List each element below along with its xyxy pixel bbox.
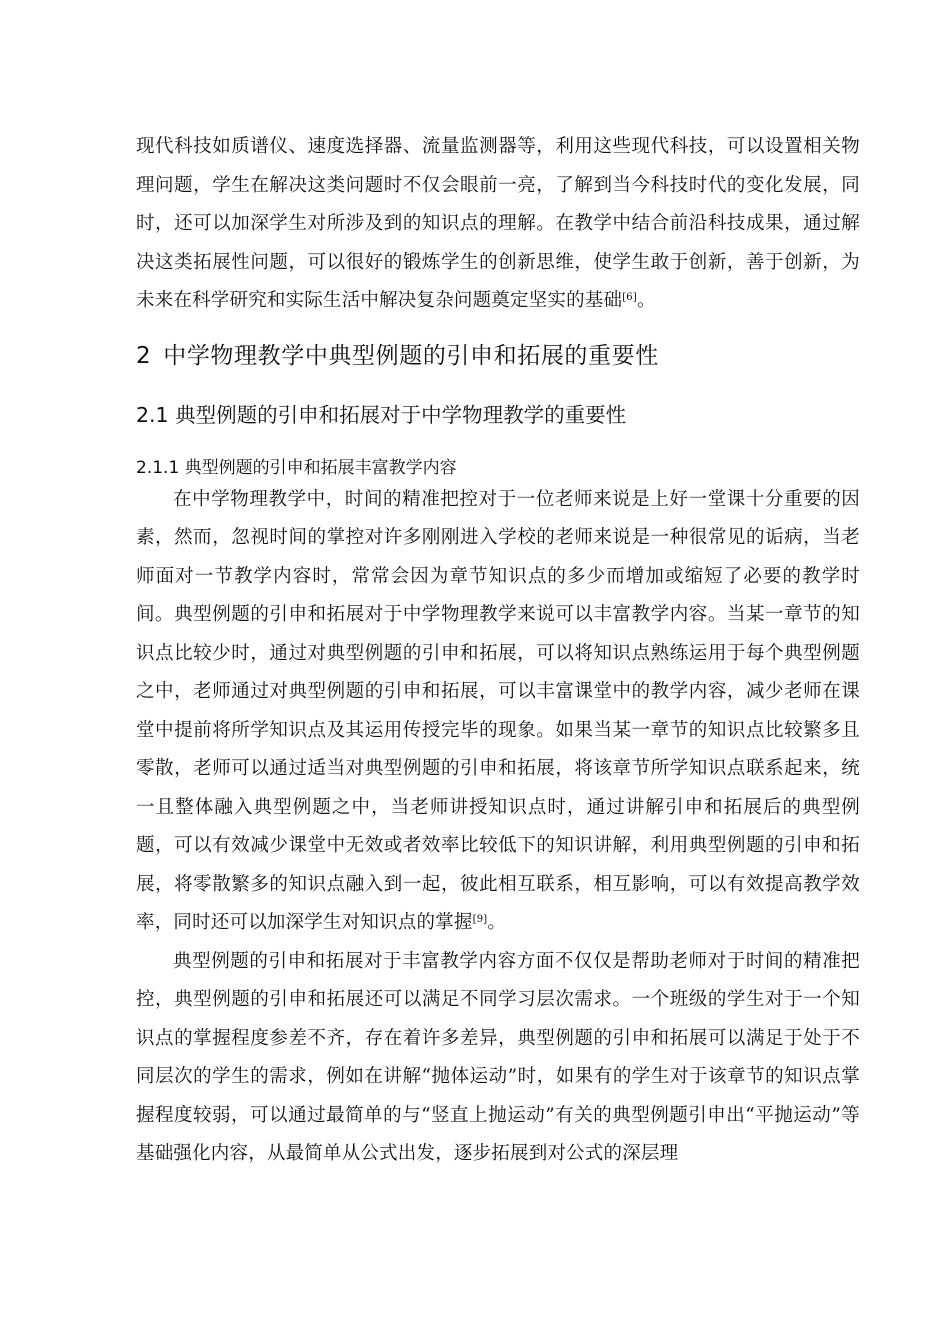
subsection-heading-2-1: 2.1 典型例题的引申和拓展对于中学物理教学的重要性 (136, 402, 627, 427)
subsubsection-heading-2-1-1: 2.1.1 典型例题的引申和拓展丰富教学内容 (136, 457, 457, 478)
citation-9[interactable]: [9] (472, 914, 488, 925)
paragraph-end: 。 (636, 290, 656, 311)
paragraph-intro (136, 128, 860, 321)
paragraph-learning-levels: 典型例题的引申和拓展对于丰富教学内容方面不仅仅是帮助老师对于时间的精准把控，典型例题的引申和拓展还可以满足不同学习层次需求。一个班级的学生对于一个知识点的掌握程度参差不齐，存在着许多差异，典型例题的引申和拓展可以满足于处于不同层次的学生的需求，例如在讲解“抛体运动”时，如果有的学生对于该章节的知识点掌握程度较弱，可以通过最简单的与“竖直上抛运动”有关的典型例题引申出“平抛运动”等基础强化内容，从最简单从公式出发，逐步拓展到对公式的深层理 (136, 950, 860, 1164)
page-content (136, 128, 860, 1174)
paragraph-end: 。 (487, 912, 507, 933)
section-number: 2 (136, 342, 152, 369)
paragraph-time-control (136, 481, 860, 943)
section-title: 中学物理教学中典型例题的引申和拓展的重要性 (163, 342, 659, 369)
paragraph-text: 现代科技如质谱仪、速度选择器、流量监测器等，利用这些现代科技，可以设置相关物理问题，学生在解决这类问题时不仅会眼前一亮，了解到当今科技时代的变化发展，同时，还可以加深学生对所涉及到的知识点的理解。在教学中结合前沿科技成果，通过解决这类拓展性问题，可以很好的锻炼学生的创新思维，使学生敢于创新，善于创新，为未来在科学研究和实际生活中解决复杂问题奠定坚实的基础 (136, 136, 860, 311)
citation-6[interactable]: [6] (622, 292, 637, 303)
paragraph-text: 在中学物理教学中，时间的精准把控对于一位老师来说是上好一堂课十分重要的因素，然而，忽视时间的掌控对许多刚刚进入学校的老师来说是一种很常见的诟病，当老师面对一节教学内容时，常常会因为章节知识点的多少而增加或缩短了必要的教学时间。典型例题的引申和拓展对于中学物理教学来说可以丰富教学内容。当某一章节的知识点比较少时，通过对典型例题的引申和拓展，可以将知识点熟练运用于每个典型例题之中，老师通过对典型例题的引申和拓展，可以丰富课堂中的教学内容，减少老师在课堂中提前将所学知识点及其运用传授完毕的现象。如果当某一章节的知识点比较繁多且零散，老师可以通过适当对典型例题的引申和拓展，将该章节所学知识点联系起来，统一且整体融入典型例题之中，当老师讲授知识点时，通过讲解引申和拓展后的典型例题，可以有效减少课堂中无效或者效率比较低下的知识讲解，利用典型例题的引申和拓展，将零散繁多的知识点融入到一起，彼此相互联系，相互影响，可以有效提高教学效率，同时还可以加深学生对知识点的掌握 (136, 488, 860, 933)
section-heading-2 (136, 341, 860, 371)
